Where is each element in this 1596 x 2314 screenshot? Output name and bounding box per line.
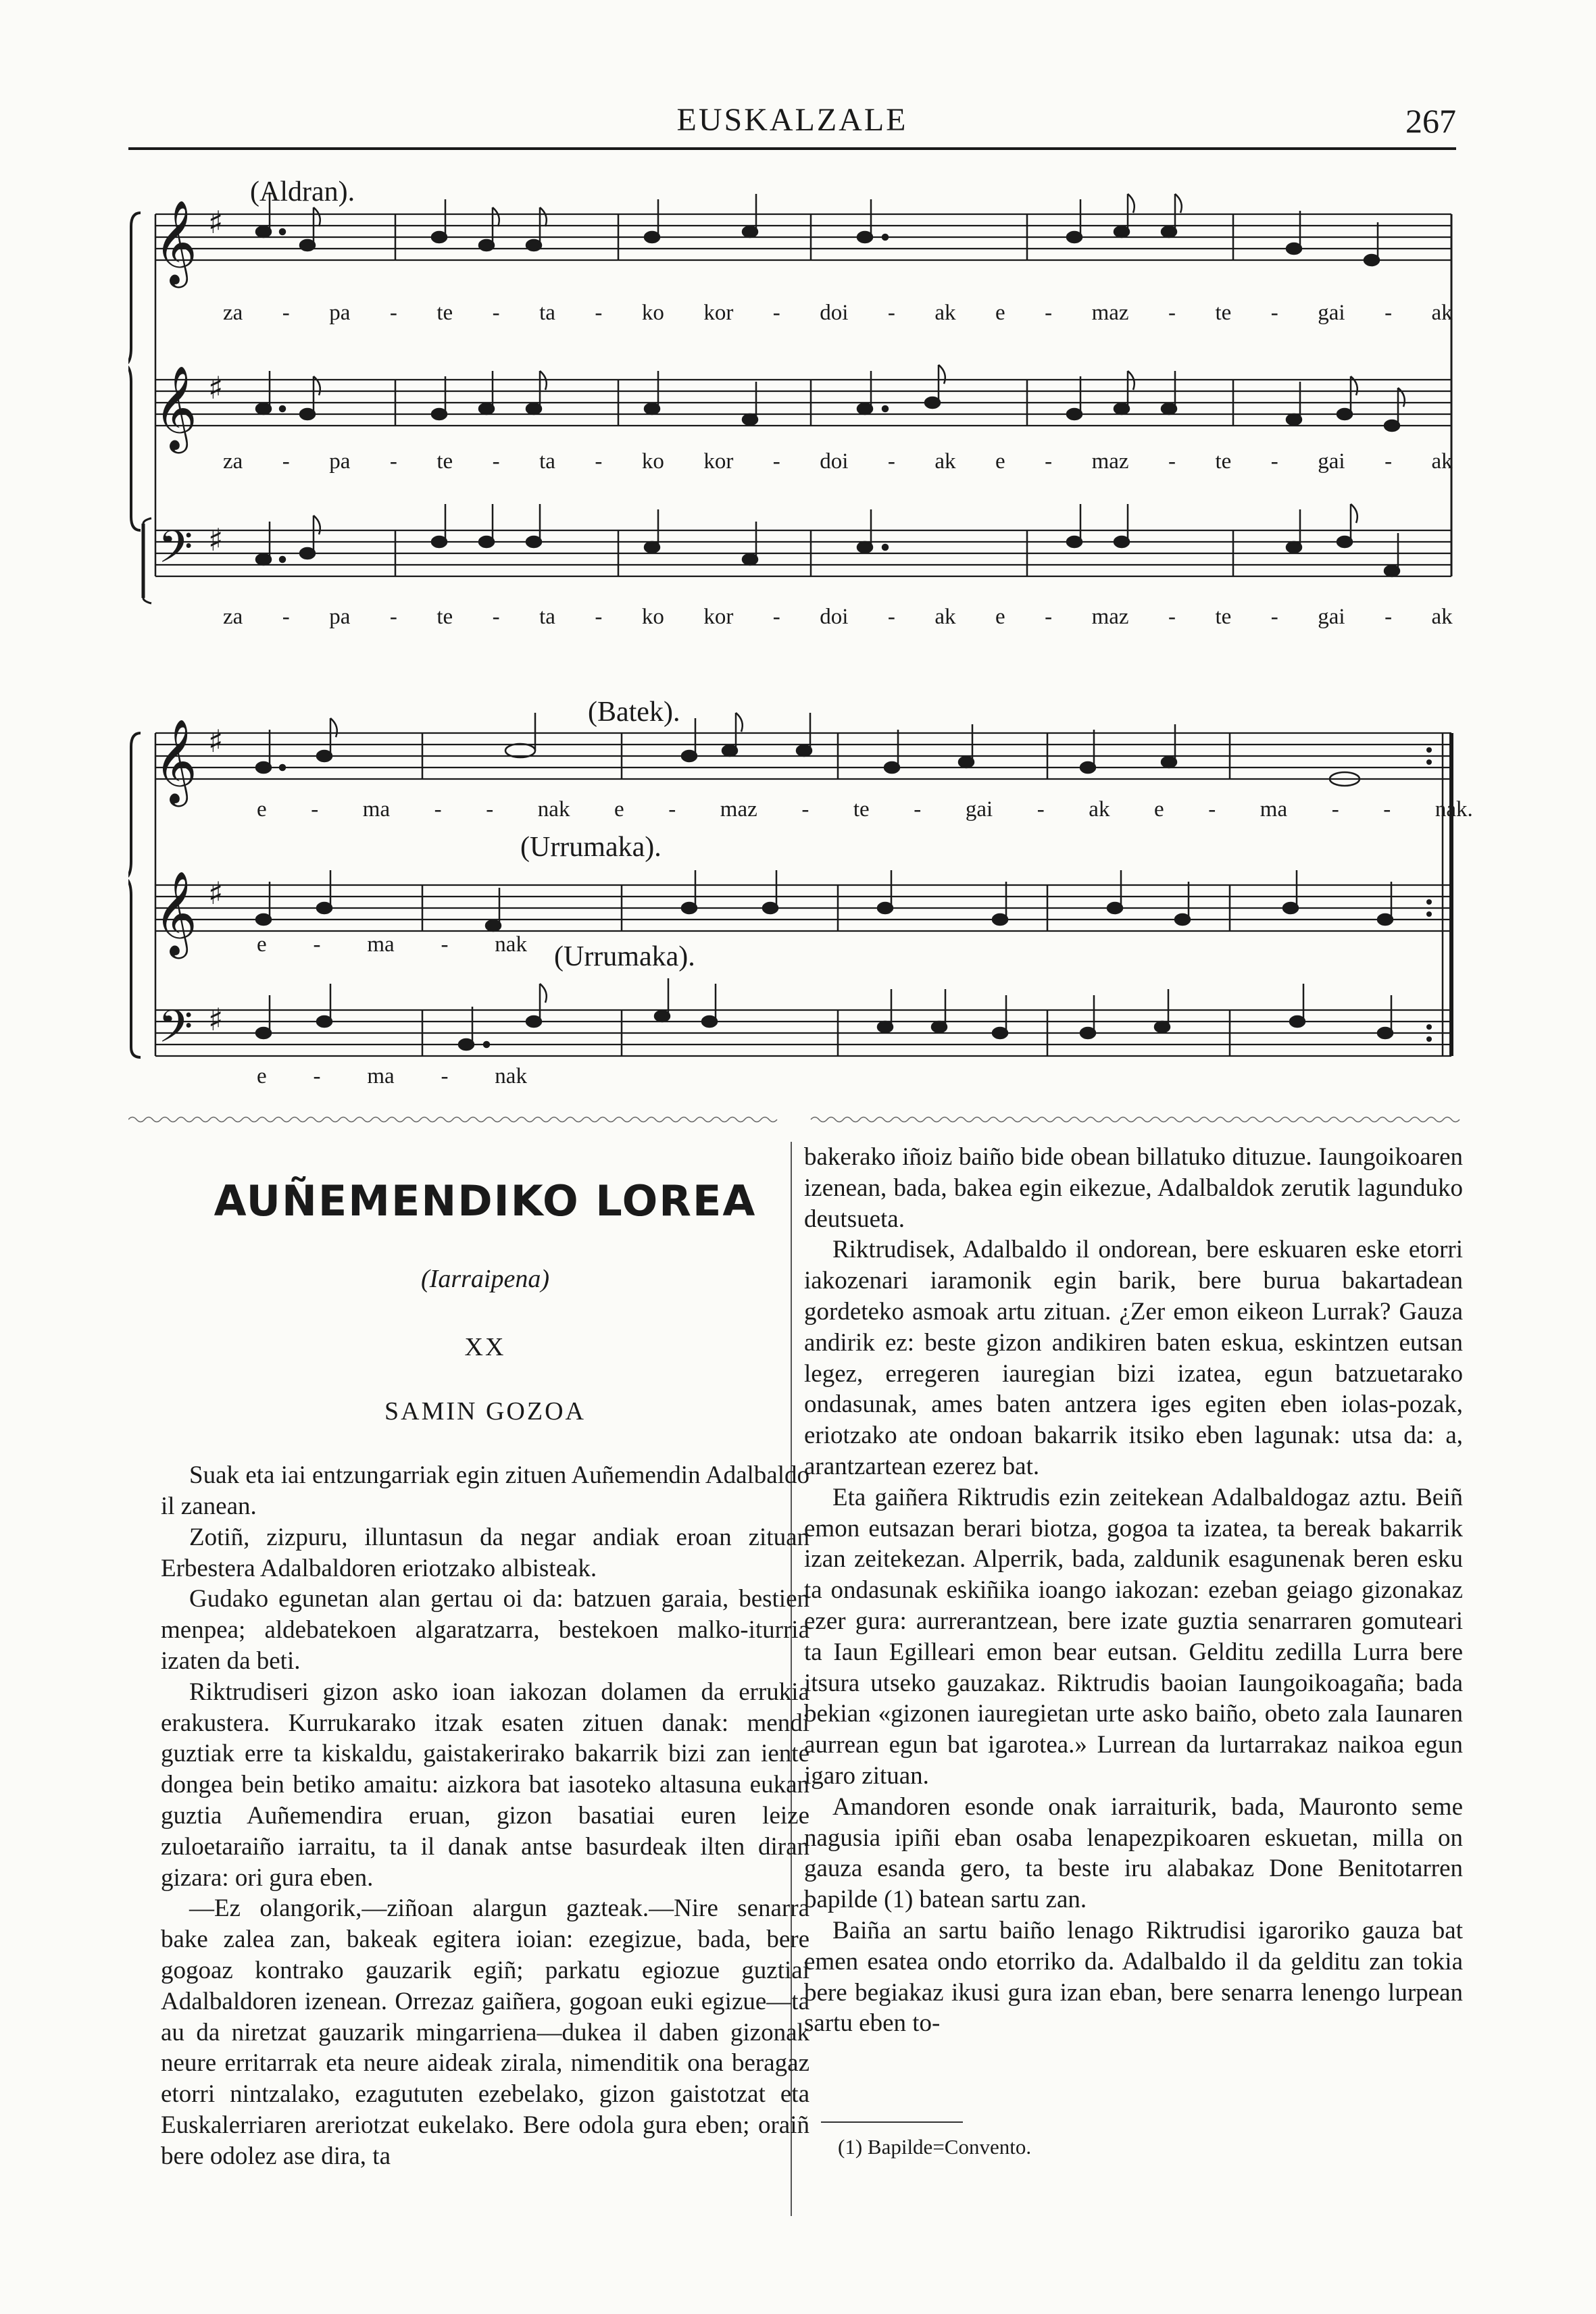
lyric-syllable: ko <box>641 449 664 474</box>
svg-text:𝄢: 𝄢 <box>158 1001 193 1063</box>
paragraph: Amandoren esonde onak iarraiturik, bada, Mauronto seme nagusia ipiñi eban osaba lenapezpikoaren eskuetan, milla on gauza esanda gero, ta beste iru alabakaz Done Benitotarren bapilde (1) batean sartu zan. <box>804 1792 1463 1914</box>
paragraph: Suak eta iai entzungarriak egin zituen Auñemendin Adalbaldo il zanean. <box>161 1461 809 1520</box>
lyric-syllable: ma <box>362 797 391 822</box>
svg-text:𝄞: 𝄞 <box>154 200 197 284</box>
lyric-syllable: - <box>1045 301 1053 325</box>
paragraph: Eta gaiñera Riktrudis ezin zeitekean Adalbaldogaz aztu. Beiñ emon eutsazan berari biotza, gogoa ta izatea, ta bereak bakarrik izan zeitekezan. Alperrik, bada, zaldunik esagunenak beren esku ta ondasunak eskiñika ioango iakozan: ezeban geiago gizonakaz ezer gura: aurrerantzean, bere izate guztia senarraren gomuteari ta Iaun Egilleari emon bear eutsan. Gelditu zedilla Lurra bere itsura utseko gauzakaz. Riktrudis baoian Iaungoikoagaña; bada bekian «gizonen iauregietan urte asko baiño, obeto zala Iaunaren aurrean egun bat igarotea.» Lurrean da lurtarrakaz naikoa egun igaro zituan. <box>804 1483 1463 1790</box>
performer-label-urrumaka-1: (Urrumaka). <box>520 832 662 863</box>
lyric-syllable: - <box>914 797 922 822</box>
lyric-syllable: te <box>437 605 453 629</box>
lyric-syllable: za <box>223 301 243 325</box>
lyric-syllable: - <box>1385 449 1393 474</box>
lyric-syllable: doi <box>820 449 849 474</box>
lyric-syllable: maz <box>1091 301 1129 325</box>
lyric-syllable: ma <box>1260 797 1288 822</box>
lyric-syllable: - <box>887 449 895 474</box>
lyric-syllable: e <box>1154 797 1164 822</box>
lyric-syllable: - <box>1168 605 1176 629</box>
lyric-syllable: - <box>1270 605 1278 629</box>
article-title: AUÑEMENDIKO LOREA <box>214 1176 757 1226</box>
lyric-syllable: kor <box>703 605 734 629</box>
lyric-syllable: za <box>223 605 243 629</box>
lyric-syllable: te <box>1215 605 1232 629</box>
lyric-syllable: gai <box>1318 301 1345 325</box>
left-column <box>161 1149 809 2172</box>
lyric-syllable: te <box>437 449 453 474</box>
svg-text:𝄞: 𝄞 <box>154 871 197 955</box>
lyric-syllable: - <box>313 1064 321 1088</box>
lyric-syllable: maz <box>1091 605 1129 629</box>
lyric-syllable: te <box>1215 449 1232 474</box>
paragraph: Riktrudisek, Adalbaldo il ondorean, bere eskuaren eske etorri iakozenari iaramonik egin barik, bere burua bakartadean gordeteko asmoak artu zituan. ¿Zer emon eikeon Lurrak? Gauza andirik ez: beste gizon andikiren baten eskua, eskintzen eutsan legez, erregeren iauregian bizi izatea, egun batzuetarako ondasunak, ames baten antzera iges egiten eben iolas-pozak, eriotzako ate ondoan bakarrik itsiko eben lagunak: utsa da: a, arantzartean ezerez bat. <box>804 1236 1463 1480</box>
header-rule <box>128 147 1456 150</box>
lyric-syllable: za <box>223 449 243 474</box>
music-system-2 <box>128 696 1473 1101</box>
lyric-syllable: - <box>887 301 895 325</box>
lyric-syllable: ak <box>1431 605 1453 629</box>
lyric-syllable: ma <box>367 1064 395 1088</box>
lyric-syllable: - <box>1045 605 1053 629</box>
right-column <box>804 1142 1463 2039</box>
lyric-syllable: e <box>995 301 1005 325</box>
performer-label-batek: (Batek). <box>588 697 680 728</box>
lyric-syllable: maz <box>720 797 757 822</box>
page-number: 267 <box>1405 102 1456 140</box>
lyric-syllable: - <box>1208 797 1216 822</box>
lyric-syllable: ak <box>1089 797 1110 822</box>
lyric-syllable: - <box>772 301 780 325</box>
svg-text:♯: ♯ <box>208 204 224 241</box>
lyric-syllable: gai <box>965 797 993 822</box>
lyric-syllable: - <box>668 797 676 822</box>
lyric-syllable: - <box>486 797 494 822</box>
lyric-syllable: kor <box>703 301 734 325</box>
lyrics-row-top <box>223 301 1453 326</box>
lyric-syllable: - <box>282 301 290 325</box>
lyric-syllable: - <box>887 605 895 629</box>
lyric-syllable: e <box>257 1064 267 1088</box>
score-system-2-svg <box>128 696 1463 1101</box>
running-header <box>128 101 1456 142</box>
lyric-syllable: ma <box>367 932 395 957</box>
lyric-syllable: ta <box>539 301 555 325</box>
footnote-rule <box>821 2121 963 2123</box>
lyric-syllable: - <box>1037 797 1045 822</box>
lyric-syllable: - <box>1168 449 1176 474</box>
paragraph: bakerako iñoiz baiño bide obean billatuko dituzue. Iaungoikoaren izenean, bada, bakea egin eikezue, Adalbaldok zerutik lagunduko deutsueta. <box>804 1143 1463 1233</box>
lyric-syllable: - <box>1270 449 1278 474</box>
performer-label-aldran: (Aldran). <box>250 176 355 207</box>
lyric-syllable: gai <box>1318 449 1345 474</box>
lyric-syllable: kor <box>703 449 734 474</box>
lyric-syllable: - <box>311 797 319 822</box>
lyric-syllable: te <box>1215 301 1232 325</box>
lyric-syllable: nak. <box>1435 797 1473 822</box>
lyric-syllable: ta <box>539 605 555 629</box>
lyric-syllable: - <box>389 449 397 474</box>
lyric-syllable: - <box>441 1064 449 1088</box>
lyric-syllable: te <box>437 301 453 325</box>
paragraph: Zotiñ, zizpuru, illuntasun da negar andiak eroan zituan Erbestera Adalbaldoren eriotzako albisteak. <box>161 1523 809 1582</box>
lyric-syllable: - <box>389 301 397 325</box>
lyric-syllable: pa <box>329 301 351 325</box>
lyric-syllable: - <box>282 605 290 629</box>
lyric-syllable: - <box>1168 301 1176 325</box>
lyric-syllable: maz <box>1091 449 1129 474</box>
lyric-syllable: ta <box>539 449 555 474</box>
journal-title: EUSKALZALE <box>676 102 908 138</box>
chapter-title: SAMIN GOZOA <box>384 1397 586 1426</box>
lyric-syllable: - <box>1383 797 1391 822</box>
section-divider <box>128 1115 1463 1124</box>
lyrics-row-bottom <box>257 1064 527 1089</box>
paragraph: Riktrudiseri gizon asko ioan iakozan dolamen da errukia erakustera. Kurrukarako itzak esaten zituen danak: mendi guztiak erre ta kiskaldu, gaistakerirako bakarrik bizi zan iente dongea bein betiko amaitu: aizkora bat iasoteko altasuna eukan guztia Auñemendira eruan, gizon basatiai euren leize zuloetaraiño iarraitu, ta il danak antse basurdeak ilten diran gizara: ori gura eben. <box>161 1678 809 1892</box>
lyric-syllable: e <box>995 605 1005 629</box>
music-system-1 <box>128 166 1463 665</box>
paragraph: —Ez olangorik,—ziñoan alargun gazteak.—Nire senarra bake zalea zan, bakeak egitera ioian: ezegizue, bada, bere gogoaz kontrako gauzarik egiñ; parkatu egiozue guztiai Adalbaldoren izenean. Orrezaz gaiñera, gogoan euki egizue—ta au da niretzat gauzarik mingarriena—dukea il daben gizonak neure erritarrak eta neure aideak zirala, nimenditik ona beragaz etorri nintzalako, ezagututen ezebelako, gizon gaistotzat eta Euskalerriaren areriotzat eukelako. Bere odola gura eben; oraiñ bere odolez ase dira, ta <box>161 1894 809 2170</box>
article-subtitle: (Iarraipena) <box>421 1264 549 1293</box>
svg-text:𝄞: 𝄞 <box>154 366 197 450</box>
lyric-syllable: ak <box>934 605 956 629</box>
lyric-syllable: doi <box>820 605 849 629</box>
lyric-syllable: gai <box>1318 605 1345 629</box>
lyric-syllable: - <box>492 449 500 474</box>
lyric-syllable: - <box>1270 301 1278 325</box>
lyric-syllable: pa <box>329 449 351 474</box>
lyric-syllable: - <box>1045 449 1053 474</box>
lyrics-row-middle <box>257 932 527 957</box>
footnote: (1) Bapilde=Convento. <box>838 2135 1032 2159</box>
svg-text:♯: ♯ <box>208 723 224 759</box>
lyric-syllable: ak <box>1431 449 1453 474</box>
svg-text:♯: ♯ <box>208 875 224 911</box>
lyric-syllable: - <box>772 449 780 474</box>
lyric-syllable: doi <box>820 301 849 325</box>
lyric-syllable: e <box>257 932 267 957</box>
paragraph: Baiña an sartu baiño lenago Riktrudisi igaroriko gauza bat emen esatea ondo etorriko da. Adalbaldo il da gelditu zan tokia bere begiakaz ikusi gura izan eban, bere senarra lenengo lurpean sartu eben to- <box>804 1916 1463 2038</box>
score-system-1-svg <box>128 166 1463 665</box>
lyric-syllable: - <box>389 605 397 629</box>
lyrics-row-top <box>257 797 1473 822</box>
lyric-syllable: - <box>313 932 321 957</box>
lyric-syllable: pa <box>329 605 351 629</box>
lyric-syllable: ak <box>934 449 956 474</box>
lyric-syllable: ak <box>934 301 956 325</box>
lyric-syllable: - <box>595 301 603 325</box>
lyric-syllable: - <box>492 605 500 629</box>
lyrics-row-bottom <box>223 605 1453 630</box>
lyric-syllable: e <box>995 449 1005 474</box>
lyric-syllable: ko <box>641 605 664 629</box>
lyric-syllable: te <box>853 797 870 822</box>
svg-text:𝄞: 𝄞 <box>154 719 197 803</box>
lyrics-row-middle <box>223 449 1453 474</box>
chapter-number: XX <box>464 1332 506 1361</box>
lyric-syllable: - <box>434 797 442 822</box>
lyric-syllable: - <box>1385 605 1393 629</box>
lyric-syllable: nak <box>537 797 570 822</box>
lyric-syllable: nak <box>495 932 527 957</box>
svg-text:♯: ♯ <box>208 1001 224 1038</box>
lyric-syllable: - <box>441 932 449 957</box>
performer-label-urrumaka-2: (Urrumaka). <box>554 941 695 972</box>
lyric-syllable: - <box>1331 797 1339 822</box>
lyric-syllable: ak <box>1431 301 1453 325</box>
lyric-syllable: e <box>614 797 624 822</box>
svg-text:𝄢: 𝄢 <box>158 521 193 584</box>
lyric-syllable: - <box>1385 301 1393 325</box>
svg-text:♯: ♯ <box>208 370 224 406</box>
lyric-syllable: ko <box>641 301 664 325</box>
lyric-syllable: e <box>257 797 267 822</box>
lyric-syllable: - <box>772 605 780 629</box>
svg-text:♯: ♯ <box>208 522 224 558</box>
lyric-syllable: - <box>801 797 809 822</box>
paragraph: Gudako egunetan alan gertau oi da: batzuen garaia, bestien menpea; aldebatekoen algaratzarra, bestekoen malko-iturria izaten da beti. <box>161 1585 809 1675</box>
lyric-syllable: - <box>595 449 603 474</box>
lyric-syllable: - <box>595 605 603 629</box>
lyric-syllable: nak <box>495 1064 527 1088</box>
lyric-syllable: - <box>282 449 290 474</box>
lyric-syllable: - <box>492 301 500 325</box>
